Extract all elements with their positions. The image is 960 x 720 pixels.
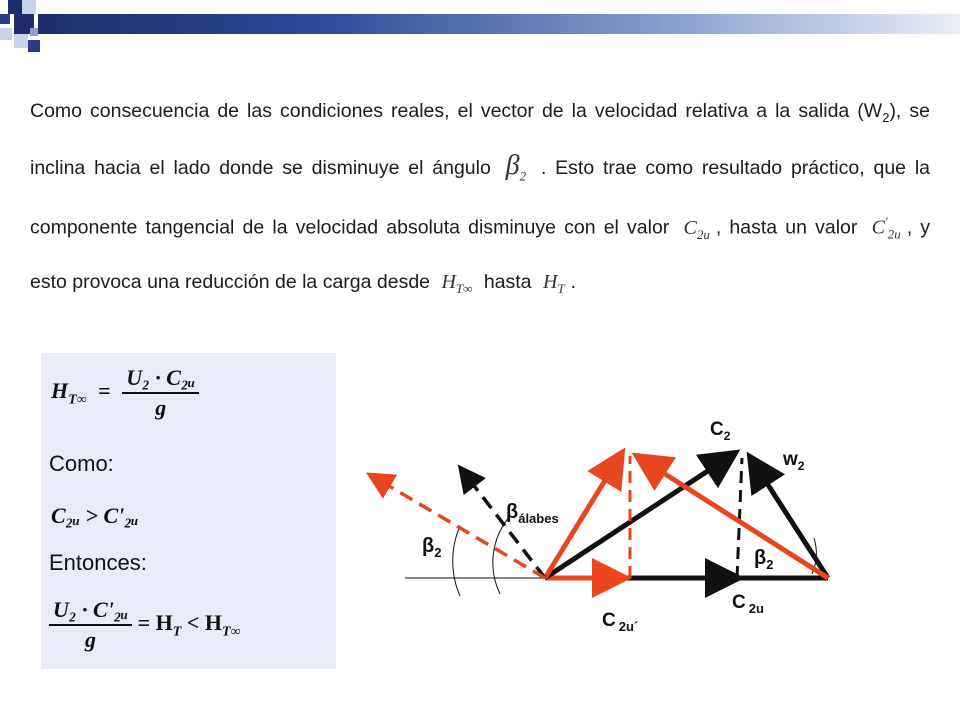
header-square (22, 0, 36, 14)
paragraph-text: Como consecuencia de las condiciones reales, el vector de la velocidad relativa a la salida (W (30, 100, 883, 122)
subscript: 2 (882, 109, 890, 125)
label-beta-left: $\beta_2$ (422, 535, 442, 560)
formula-h-t-infinity: $H_{T\infty}$ = $\frac{\text{U₂ · C₂ᵤ}}{g}$ (51, 365, 199, 421)
label-c2u: C $_{2u}$ (732, 592, 764, 616)
header-gradient-bar (38, 14, 960, 34)
paragraph-text: , y esto provoca una reducción de la carga desde (30, 216, 931, 294)
paragraph-text: . Esto trae como resultado práctico, que la componente tangencial de la velocidad absoluta disminuye con el valor (30, 156, 931, 239)
label-w2: $w_2$ (783, 449, 805, 473)
header-square (8, 0, 22, 14)
como-label: Como: (49, 451, 114, 476)
body-paragraph (30, 84, 930, 310)
label-c2: $C_2$ (710, 419, 731, 443)
beta-arc-left (453, 526, 460, 596)
h-t-symbol: $H_T$ (542, 271, 565, 297)
header-square (0, 28, 12, 40)
c2u-prime-symbol: $C'_{2u}$ (871, 214, 901, 242)
w2-prime-vector (640, 458, 828, 578)
velocity-triangle-diagram (340, 400, 960, 700)
formula-h-t: $\frac{\text{U₂ · C'₂ᵤ}}{g}$ = $H_T < H_{T\infty}$ (49, 597, 241, 653)
label-c2u-prime: C $_{2u´}$ (602, 610, 639, 634)
label-beta-alabes: $\beta_{álabes}$ (506, 501, 559, 526)
paragraph-text: . (570, 271, 577, 294)
entonces-label: Entonces: (49, 550, 147, 575)
header-square (14, 34, 28, 48)
c2-vector (545, 455, 732, 578)
header-square (0, 14, 10, 24)
paragraph-text: hasta (483, 271, 532, 294)
beta2-symbol: $\beta_2$ (505, 149, 527, 184)
relative-direction (372, 476, 545, 578)
header-square (30, 28, 38, 36)
formula-inequality: C₂ᵤ > C'₂ᵤ (51, 503, 139, 528)
paragraph-text: , hasta un valor (715, 216, 858, 239)
slide-header-decoration (0, 0, 960, 58)
paragraph-text: ), se inclina hacia el lado donde se disminuye el ángulo (30, 100, 930, 179)
header-square (28, 40, 40, 52)
label-beta-right: $\beta_2$ (754, 547, 774, 572)
h-t-infinity-symbol: $H_{T\infty}$ (441, 271, 473, 297)
formula-panel (41, 353, 336, 669)
c2u-symbol: $C_{2u}$ (683, 216, 710, 242)
